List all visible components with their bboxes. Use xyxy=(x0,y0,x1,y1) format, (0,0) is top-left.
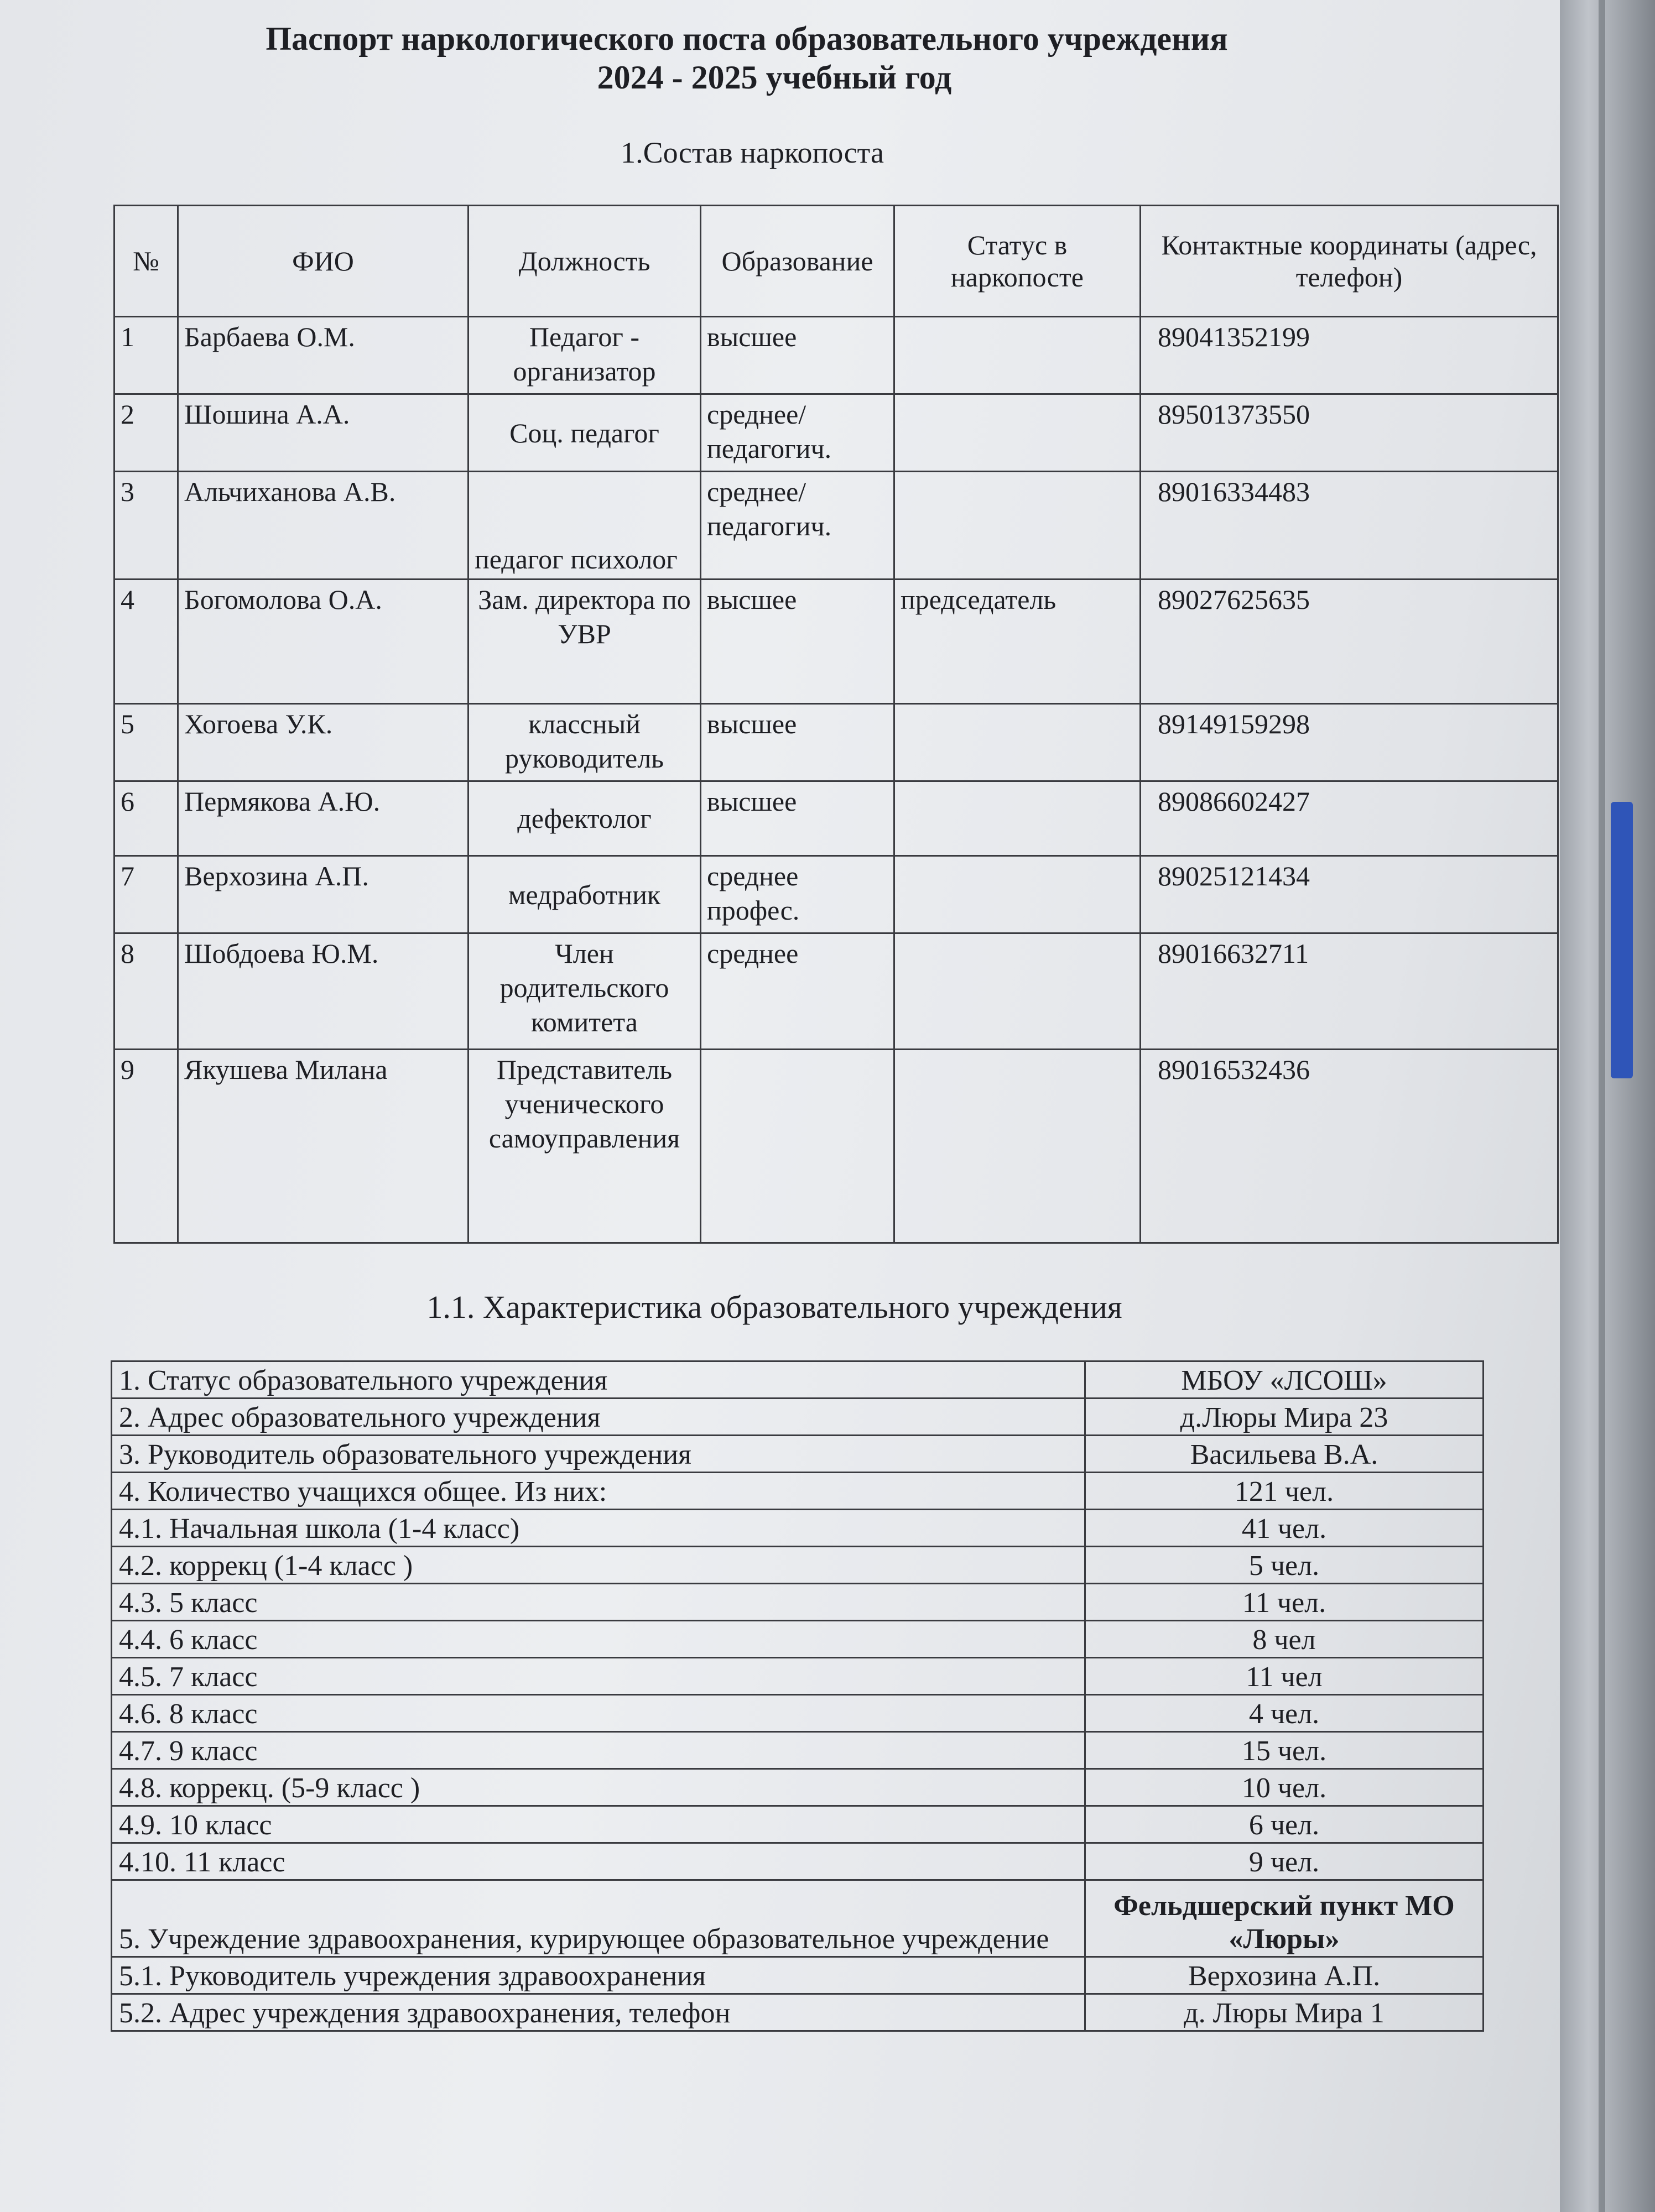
row-value: 5 чел. xyxy=(1085,1547,1484,1584)
row-label: 4.2. коррекц (1-4 класс ) xyxy=(112,1547,1085,1584)
table-row xyxy=(112,1584,1484,1621)
row-value: 41 чел. xyxy=(1085,1510,1484,1547)
cell-name: Пермякова А.Ю. xyxy=(178,781,469,856)
cell-education: высшее xyxy=(701,317,894,394)
row-label: 5.2. Адрес учреждения здравоохранения, телефон xyxy=(112,1994,1085,2031)
table-row xyxy=(112,1843,1484,1880)
row-value: МБОУ «ЛСОШ» xyxy=(1085,1361,1484,1399)
table-row xyxy=(112,1769,1484,1806)
row-label: 4.8. коррекц. (5-9 класс ) xyxy=(112,1769,1085,1806)
staff-header-row xyxy=(115,206,1558,317)
page-edge-background xyxy=(1560,0,1655,2212)
table-row xyxy=(112,1361,1484,1399)
row-label: 5. Учреждение здравоохранения, курирующее образовательное учреждение xyxy=(112,1880,1085,1957)
row-label: 5.1. Руководитель учреждения здравоохранения xyxy=(112,1957,1085,1994)
cell-education: среднее/ педагогич. xyxy=(701,472,894,580)
cell-name: Якушева Милана xyxy=(178,1050,469,1243)
table-row xyxy=(112,1732,1484,1769)
row-value: Васильева В.А. xyxy=(1085,1436,1484,1473)
row-value: 4 чел. xyxy=(1085,1695,1484,1732)
cell-contact: 89016532436 xyxy=(1141,1050,1558,1243)
table-row xyxy=(112,1547,1484,1584)
cell-num: 4 xyxy=(115,580,178,704)
cell-contact: 89041352199 xyxy=(1141,317,1558,394)
cell-position: Зам. директора по УВР xyxy=(469,580,701,704)
table-row xyxy=(112,1880,1484,1957)
cell-name: Шобдоева Ю.М. xyxy=(178,933,469,1050)
row-label: 2. Адрес образовательного учреждения xyxy=(112,1399,1085,1436)
row-value: Верхозина А.П. xyxy=(1085,1957,1484,1994)
staff-table xyxy=(113,205,1559,1244)
cell-status xyxy=(894,856,1141,933)
row-label: 1. Статус образовательного учреждения xyxy=(112,1361,1085,1399)
cell-name: Хогоева У.К. xyxy=(178,704,469,781)
table-row xyxy=(115,580,1558,704)
cell-status xyxy=(894,472,1141,580)
row-label: 4.10. 11 класс xyxy=(112,1843,1085,1880)
cell-education: среднее профес. xyxy=(701,856,894,933)
cell-num: 5 xyxy=(115,704,178,781)
table-row xyxy=(115,933,1558,1050)
table-row xyxy=(112,1436,1484,1473)
table-row xyxy=(115,781,1558,856)
row-label: 4.3. 5 класс xyxy=(112,1584,1085,1621)
cell-education: высшее xyxy=(701,704,894,781)
table-row xyxy=(112,1473,1484,1510)
cell-num: 3 xyxy=(115,472,178,580)
cell-num: 1 xyxy=(115,317,178,394)
cell-contact: 89501373550 xyxy=(1141,394,1558,472)
table-row xyxy=(115,317,1558,394)
cell-education: среднее/ педагогич. xyxy=(701,394,894,472)
row-value: 6 чел. xyxy=(1085,1806,1484,1843)
cell-position: Представитель ученического самоуправления xyxy=(469,1050,701,1243)
cell-status xyxy=(894,704,1141,781)
cell-position: дефектолог xyxy=(469,781,701,856)
row-label: 4.1. Начальная школа (1-4 класс) xyxy=(112,1510,1085,1547)
cell-status xyxy=(894,394,1141,472)
row-label: 4.6. 8 класс xyxy=(112,1695,1085,1732)
cell-contact: 89149159298 xyxy=(1141,704,1558,781)
cell-education xyxy=(701,1050,894,1243)
cell-position: Соц. педагог xyxy=(469,394,701,472)
cell-num: 6 xyxy=(115,781,178,856)
row-value: 9 чел. xyxy=(1085,1843,1484,1880)
cell-name: Барбаева О.М. xyxy=(178,317,469,394)
table-row xyxy=(112,1695,1484,1732)
cell-name: Шошина А.А. xyxy=(178,394,469,472)
row-value: 15 чел. xyxy=(1085,1732,1484,1769)
cell-contact: 89025121434 xyxy=(1141,856,1558,933)
cell-position: Педагог - организатор xyxy=(469,317,701,394)
cell-contact: 89016334483 xyxy=(1141,472,1558,580)
cell-num: 2 xyxy=(115,394,178,472)
page-fold xyxy=(1599,0,1605,2212)
cell-position: Член родительского комитета xyxy=(469,933,701,1050)
row-label: 4.4. 6 класс xyxy=(112,1621,1085,1658)
row-value: д.Люры Мира 23 xyxy=(1085,1399,1484,1436)
table-row xyxy=(112,1510,1484,1547)
cell-position: медработник xyxy=(469,856,701,933)
row-label: 4.7. 9 класс xyxy=(112,1732,1085,1769)
section-institution-title: 1.1. Характеристика образовательного учреждения xyxy=(426,1289,1122,1325)
header-position: Должность xyxy=(469,206,701,317)
row-value: 8 чел xyxy=(1085,1621,1484,1658)
table-row xyxy=(115,704,1558,781)
table-row xyxy=(115,394,1558,472)
row-label: 4. Количество учащихся общее. Из них: xyxy=(112,1473,1085,1510)
document-year: 2024 - 2025 учебный год xyxy=(597,59,952,96)
cell-contact: 89086602427 xyxy=(1141,781,1558,856)
table-row xyxy=(112,1994,1484,2031)
table-row xyxy=(115,472,1558,580)
header-num: № xyxy=(115,206,178,317)
row-value: д. Люры Мира 1 xyxy=(1085,1994,1484,2031)
row-label: 4.5. 7 класс xyxy=(112,1658,1085,1695)
binder-clip xyxy=(1611,802,1633,1078)
table-row xyxy=(115,1050,1558,1243)
header-name: ФИО xyxy=(178,206,469,317)
cell-name: Богомолова О.А. xyxy=(178,580,469,704)
row-value: 11 чел xyxy=(1085,1658,1484,1695)
row-value: 121 чел. xyxy=(1085,1473,1484,1510)
cell-name: Альчиханова А.В. xyxy=(178,472,469,580)
table-row xyxy=(115,856,1558,933)
cell-position: педагог психолог xyxy=(469,472,701,580)
cell-education: среднее xyxy=(701,933,894,1050)
header-education: Образование xyxy=(701,206,894,317)
cell-contact: 89016632711 xyxy=(1141,933,1558,1050)
cell-contact: 89027625635 xyxy=(1141,580,1558,704)
cell-status: председатель xyxy=(894,580,1141,704)
row-value: 11 чел. xyxy=(1085,1584,1484,1621)
section-staff-title: 1.Состав наркопоста xyxy=(621,136,884,169)
cell-name: Верхозина А.П. xyxy=(178,856,469,933)
row-label: 4.9. 10 класс xyxy=(112,1806,1085,1843)
table-row xyxy=(112,1806,1484,1843)
cell-education: высшее xyxy=(701,781,894,856)
table-row xyxy=(112,1621,1484,1658)
cell-status xyxy=(894,781,1141,856)
cell-status xyxy=(894,1050,1141,1243)
document-title: Паспорт наркологического поста образовательного учреждения xyxy=(266,20,1228,57)
cell-education: высшее xyxy=(701,580,894,704)
table-row xyxy=(112,1658,1484,1695)
cell-status xyxy=(894,933,1141,1050)
header-contact: Контактные координаты (адрес, телефон) xyxy=(1141,206,1558,317)
header-status: Статус в наркопосте xyxy=(894,206,1141,317)
row-value: Фельдшерский пункт МО «Люры» xyxy=(1085,1880,1484,1957)
cell-num: 8 xyxy=(115,933,178,1050)
row-label: 3. Руководитель образовательного учреждения xyxy=(112,1436,1085,1473)
row-value: 10 чел. xyxy=(1085,1769,1484,1806)
cell-status xyxy=(894,317,1141,394)
table-row xyxy=(112,1957,1484,1994)
table-row xyxy=(112,1399,1484,1436)
cell-position: классный руководитель xyxy=(469,704,701,781)
institution-table xyxy=(111,1360,1484,2032)
cell-num: 7 xyxy=(115,856,178,933)
cell-num: 9 xyxy=(115,1050,178,1243)
